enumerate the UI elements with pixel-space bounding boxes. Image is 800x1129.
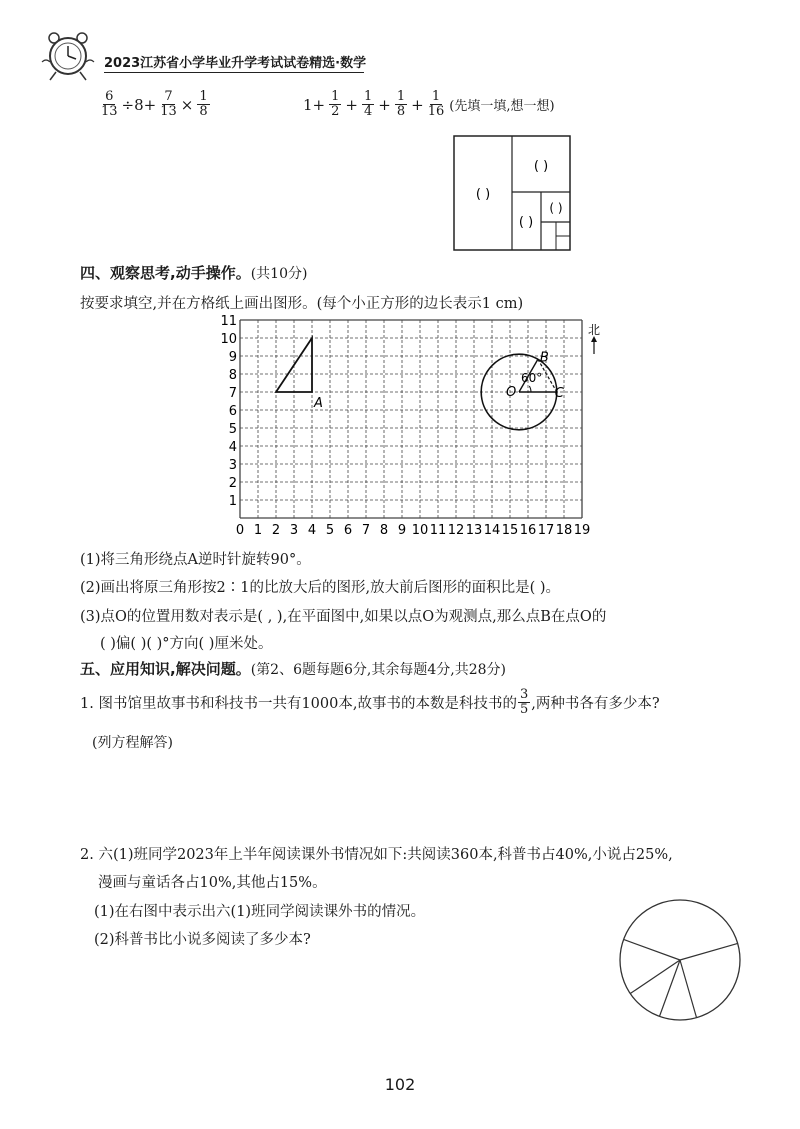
x-tick-label: 9 xyxy=(397,523,407,538)
calc-expression-2: 1+ $\frac{1}{2}$ + $\frac{1}{4}$ + $\frac{1}{8}$ + $\frac{1}{16}$ (先填一填,想一想) xyxy=(303,89,555,119)
fraction: $\frac{1}{16}$ xyxy=(427,89,445,119)
calc-expression-1: $\frac{6}{13}$ ÷8+ $\frac{7}{13}$ × $\frac{1}{8}$ xyxy=(101,89,208,119)
point-a-label: A xyxy=(314,396,323,411)
x-tick-label: 18 xyxy=(555,523,573,538)
x-tick-label: 19 xyxy=(573,523,591,538)
header-rule xyxy=(104,72,364,73)
reading-pie-chart xyxy=(612,892,748,1028)
y-tick-label: 1 xyxy=(228,494,237,509)
pie-divider xyxy=(630,960,680,994)
x-tick-label: 5 xyxy=(325,523,335,538)
x-tick-label: 3 xyxy=(289,523,299,538)
y-tick-label: 7 xyxy=(228,386,237,401)
problem-2-q1: (1)在右图中表示出六(1)班同学阅读课外书的情况。 xyxy=(94,904,426,920)
fraction: $\frac{1}{4}$ xyxy=(363,89,373,119)
x-tick-label: 2 xyxy=(271,523,281,538)
point-c-label: C xyxy=(554,386,564,401)
blank-sixteenth: ( ) xyxy=(549,201,563,215)
pie-divider xyxy=(680,960,697,1018)
fraction: $\frac{3}{5}$ xyxy=(519,687,529,717)
fraction: $\frac{6}{13}$ xyxy=(101,89,118,119)
x-tick-label: 16 xyxy=(519,523,537,538)
x-tick-label: 15 xyxy=(501,523,519,538)
x-tick-label: 8 xyxy=(379,523,389,538)
y-tick-label: 6 xyxy=(228,404,237,419)
section-4-title: 四、观察思考,动手操作。(共10分) xyxy=(80,264,308,282)
fraction: $\frac{1}{2}$ xyxy=(331,89,340,119)
pie-divider xyxy=(659,960,680,1016)
problem-2-q2: (2)科普书比小说多阅读了多少本? xyxy=(94,932,311,948)
blank-quarter: ( ) xyxy=(533,159,549,174)
x-tick-label: 0 xyxy=(235,523,245,538)
x-tick-label: 10 xyxy=(411,523,429,538)
x-tick-label: 12 xyxy=(447,523,465,538)
y-tick-label: 10 xyxy=(220,332,237,347)
header-title: 2023江苏省小学毕业升学考试试卷精选·数学 xyxy=(104,56,367,71)
fraction-area-diagram xyxy=(450,132,580,257)
problem-1-note: (列方程解答) xyxy=(92,735,173,751)
section-4-instruction: 按要求填空,并在方格纸上画出图形。(每个小正方形的边长表示1 cm) xyxy=(80,296,524,312)
x-tick-label: 17 xyxy=(537,523,555,538)
calc-hint: (先填一填,想一想) xyxy=(449,99,555,114)
point-b-label: B xyxy=(539,350,549,366)
blank-eighth: ( ) xyxy=(518,215,534,230)
y-tick-label: 4 xyxy=(228,440,237,455)
y-tick-label: 3 xyxy=(228,458,237,473)
coordinate-grid-figure xyxy=(220,314,625,546)
question-4-2: (2)画出将原三角形按2∶1的比放大后的图形,放大前后图形的面积比是( )。 xyxy=(80,580,561,596)
x-tick-label: 11 xyxy=(429,523,447,538)
point-o-label: O xyxy=(506,385,517,400)
y-tick-label: 8 xyxy=(228,368,237,383)
problem-2-line-2: 漫画与童话各占10%,其他占15%。 xyxy=(98,875,327,891)
x-tick-label: 1 xyxy=(253,523,263,538)
fraction: $\frac{1}{8}$ xyxy=(396,89,406,119)
blank-half: ( ) xyxy=(475,187,491,202)
problem-2-line-1: 2. 六(1)班同学2023年上半年阅读课外书情况如下:共阅读360本,科普书占40%,小说占25%, xyxy=(80,847,673,863)
x-tick-label: 4 xyxy=(307,523,317,538)
x-tick-label: 6 xyxy=(343,523,353,538)
angle-arc xyxy=(529,386,531,392)
clock-mascot-icon xyxy=(38,28,98,82)
problem-1: 1. 图书馆里故事书和科技书一共有1000本,故事书的本数是科技书的 $\frac{3}{5}$ ,两种书各有多少本? xyxy=(80,687,660,717)
question-4-3: (3)点O的位置用数对表示是( , ),在平面图中,如果以点O为观测点,那么点B在点O的 xyxy=(80,609,607,625)
north-label: 北 xyxy=(588,323,601,337)
question-4-1: (1)将三角形绕点A逆时针旋转90°。 xyxy=(80,552,311,568)
x-tick-label: 7 xyxy=(361,523,371,538)
x-tick-label: 13 xyxy=(465,523,483,538)
y-tick-label: 9 xyxy=(228,350,237,365)
fraction: $\frac{7}{13}$ xyxy=(160,89,177,119)
pie-divider xyxy=(680,943,738,960)
y-tick-label: 5 xyxy=(228,422,237,437)
pie-divider xyxy=(624,939,680,960)
page-number: 102 xyxy=(384,1075,416,1094)
fraction: $\frac{1}{8}$ xyxy=(199,89,208,119)
section-5-title: 五、应用知识,解决问题。(第2、6题每题6分,其余每题4分,共28分) xyxy=(80,660,506,678)
question-4-3-cont: ( )偏( )( )°方向( )厘米处。 xyxy=(100,636,273,652)
y-tick-label: 11 xyxy=(220,314,237,329)
angle-label: 60° xyxy=(521,371,543,385)
y-tick-label: 2 xyxy=(228,476,237,491)
x-tick-label: 14 xyxy=(483,523,501,538)
